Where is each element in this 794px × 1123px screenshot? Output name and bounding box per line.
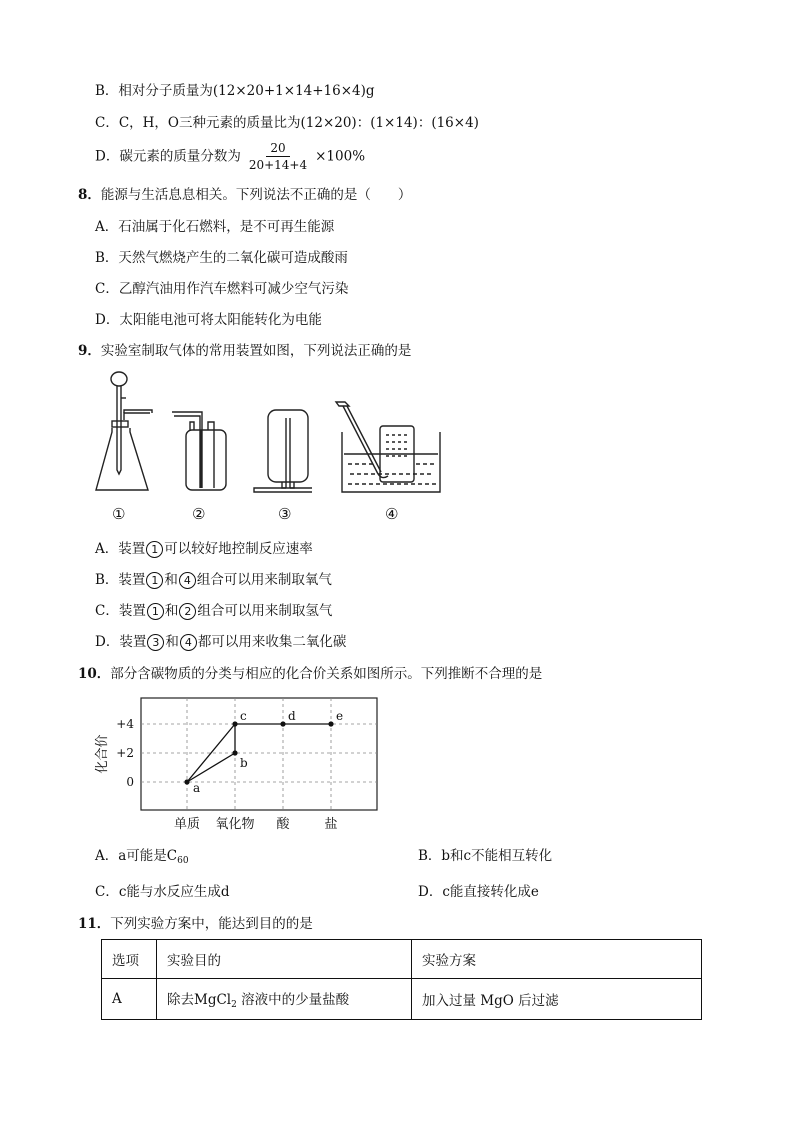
- water-trough: [336, 402, 440, 492]
- q9-number: 9．: [78, 343, 101, 359]
- q8-stem: [78, 186, 411, 204]
- q7-option-d: [95, 140, 365, 173]
- x-category-label: 盐: [324, 817, 338, 832]
- data-point: [328, 721, 333, 726]
- table-row: [102, 979, 702, 1020]
- fraction-denominator: 20+14+4: [248, 158, 308, 172]
- q11-stem: [78, 915, 313, 933]
- q7-option-d-prefix: D．碳元素的质量分数为: [95, 148, 241, 165]
- q8-option-a: A．石油属于化石燃料，是不可再生能源: [95, 219, 335, 235]
- point-label: c: [240, 709, 247, 723]
- q8-option-b: B．天然气燃烧产生的二氧化碳可造成酸雨: [95, 250, 348, 266]
- q8-option-c: C．乙醇汽油用作汽车燃料可减少空气污染: [95, 281, 349, 297]
- point-label: a: [193, 781, 201, 795]
- q10-option-b: B．b和c不能相互转化: [418, 848, 553, 864]
- x-category-label: 单质: [173, 817, 201, 832]
- q9-option-d-text: D．装置: [95, 634, 147, 650]
- q9-option-c-rest: 组合可以用来制取氢气: [197, 603, 333, 619]
- q8-option-d: D．太阳能电池可将太阳能转化为电能: [95, 312, 322, 328]
- q10-text: 部分含碳物质的分类与相应的化合价关系如图所示。下列推断不合理的是: [110, 666, 543, 682]
- q10-option-d: D．c能直接转化成e: [418, 884, 539, 900]
- apparatus-label-4: ④: [385, 505, 399, 523]
- inverted-bottle: [254, 410, 312, 492]
- x-category-label: 酸: [276, 817, 290, 832]
- apparatus-figure: [90, 370, 450, 502]
- mgcl2-subscript: 2: [231, 1000, 237, 1010]
- data-point: [184, 779, 189, 784]
- apparatus-label-3: ③: [278, 505, 292, 523]
- q9-option-d: [95, 633, 346, 651]
- header-option: 选项: [102, 940, 157, 979]
- fraction-numerator: 20: [266, 140, 289, 157]
- q7-option-b: B．相对分子质量为(12×20+1×14+16×4)g: [95, 83, 375, 99]
- point-label: d: [288, 709, 296, 723]
- q9-text: 实验室制取气体的常用装置如图，下列说法正确的是: [100, 343, 412, 359]
- q9-option-b: [95, 571, 332, 589]
- data-point: [280, 721, 285, 726]
- cell-purpose-text: 除去MgCl: [167, 992, 232, 1008]
- x-category-label: 氧化物: [215, 817, 255, 832]
- q8-number: 8．: [78, 187, 101, 203]
- circled-3: 3: [147, 634, 164, 651]
- q9-option-c-text: C．装置: [95, 603, 146, 619]
- circled-1: 1: [147, 603, 164, 620]
- data-point: [232, 750, 237, 755]
- cell-plan: 加入过量 MgO 后过滤: [412, 979, 702, 1020]
- y-tick-label: +4: [116, 717, 134, 731]
- q10-option-a: [95, 847, 189, 870]
- circled-4: 4: [179, 572, 196, 589]
- q9-option-b-rest: 组合可以用来制取氧气: [196, 572, 332, 588]
- q9-stem: [78, 342, 411, 360]
- q9-option-b-and: 和: [164, 572, 178, 588]
- table-header-row: [102, 940, 702, 979]
- circled-2: 2: [179, 603, 196, 620]
- apparatus-label-1: ①: [112, 505, 126, 523]
- point-label: b: [240, 756, 248, 770]
- circled-1: 1: [146, 541, 163, 558]
- y-tick-label: +2: [116, 746, 134, 760]
- q9-option-c-and: 和: [164, 603, 179, 619]
- q7-option-d-suffix: ×100%: [315, 148, 366, 165]
- q9-option-a: [95, 540, 313, 558]
- cell-purpose-rest: 溶液中的少量盐酸: [236, 992, 350, 1008]
- circled-1: 1: [146, 572, 163, 589]
- q10-stem: [78, 665, 542, 683]
- q9-option-a-rest: 可以较好地控制反应速率: [164, 541, 313, 557]
- q11-text: 下列实验方案中，能达到目的的是: [110, 916, 313, 932]
- apparatus-label-2: ②: [192, 505, 206, 523]
- q9-option-a-text: A．装置: [95, 541, 146, 557]
- c60-subscript: 60: [177, 856, 189, 866]
- point-label: e: [336, 709, 344, 723]
- fraction: [245, 140, 311, 173]
- data-point: [232, 721, 237, 726]
- q10-option-c: C．c能与水反应生成d: [95, 884, 230, 900]
- q8-text: 能源与生活息息相关。下列说法不正确的是（ ）: [100, 187, 412, 203]
- header-plan: 实验方案: [412, 940, 702, 979]
- q10-number: 10．: [78, 666, 111, 682]
- cell-option: A: [102, 979, 157, 1020]
- q7-option-c: C．C，H，O三种元素的质量比为(12×20)：(1×14)：(16×4): [95, 115, 479, 131]
- connection-line: [187, 753, 235, 782]
- circled-4: 4: [180, 634, 197, 651]
- gas-washing-bottle: [172, 412, 226, 490]
- q9-option-b-text: B．装置: [95, 572, 146, 588]
- q9-option-c: [95, 602, 332, 620]
- valence-chart: [90, 692, 390, 837]
- conical-flask-apparatus: [96, 372, 152, 490]
- q9-option-d-rest: 都可以用来收集二氧化碳: [197, 634, 347, 650]
- y-axis-label: 化合价: [95, 734, 110, 774]
- q10-option-a-text: A．a可能是C: [95, 848, 178, 864]
- q11-number: 11．: [78, 916, 111, 932]
- q9-option-d-and: 和: [165, 634, 179, 650]
- y-tick-label: 0: [126, 775, 134, 789]
- cell-purpose: [157, 979, 412, 1020]
- experiment-table: [101, 939, 702, 1020]
- header-purpose: 实验目的: [157, 940, 412, 979]
